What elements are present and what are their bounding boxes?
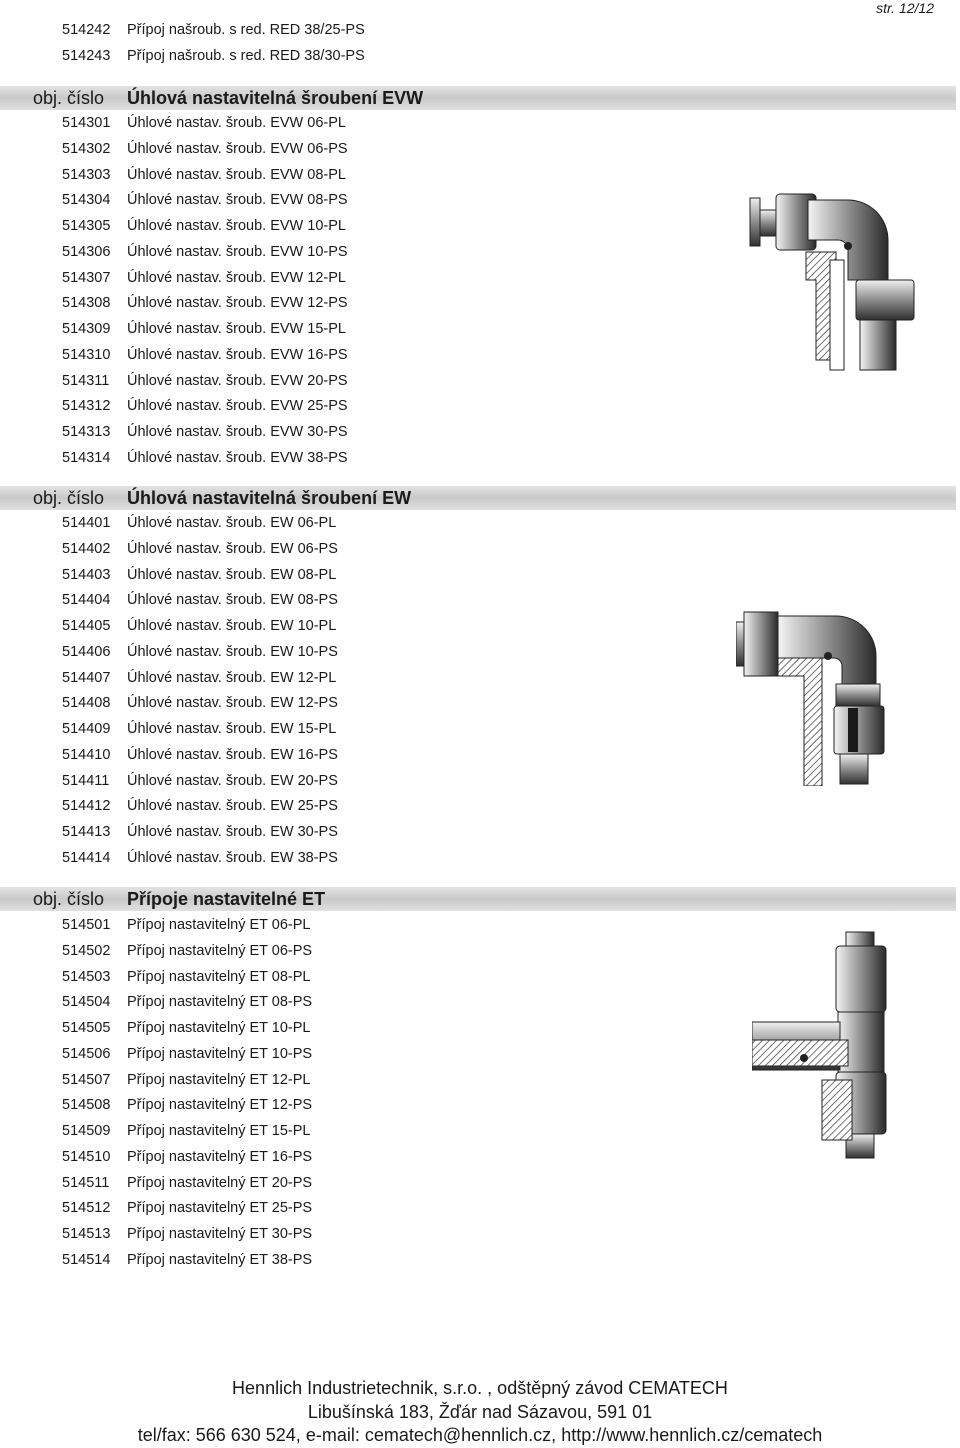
list-item — [0, 537, 960, 563]
item-code: 514504 — [62, 994, 111, 1011]
list-item — [0, 820, 960, 846]
item-name: Přípoj nastavitelný ET 08-PL — [127, 968, 311, 985]
item-code: 514402 — [62, 540, 111, 557]
item-name: Úhlové nastav. šroub. EVW 08-PL — [127, 166, 346, 183]
item-code: 514312 — [62, 398, 111, 415]
item-name: Úhlové nastav. šroub. EW 15-PL — [127, 721, 337, 737]
item-code: 514505 — [62, 1020, 111, 1036]
item-name: Úhlové nastav. šroub. EVW 20-PS — [127, 372, 348, 389]
list-item — [0, 111, 960, 137]
footer — [0, 1377, 960, 1448]
item-code: 514308 — [62, 295, 111, 312]
item-code: 514503 — [62, 968, 111, 985]
item-name: Přípoj nastavitelný ET 08-PS — [127, 994, 313, 1011]
item-name: Přípoj nastavitelný ET 06-PL — [127, 917, 311, 933]
item-name: Přípoj nastavitelný ET 10-PS — [127, 1045, 313, 1062]
item-code: 514311 — [62, 372, 110, 389]
item-name: Úhlové nastav. šroub. EW 10-PS — [127, 643, 338, 660]
section-title: Přípoje nastavitelné ET — [127, 889, 326, 909]
item-code: 514508 — [62, 1097, 111, 1114]
order-number-label: obj. číslo — [33, 88, 105, 108]
item-code: 514510 — [62, 1148, 111, 1165]
item-name: Úhlové nastav. šroub. EW 12-PS — [127, 695, 338, 712]
item-name: Přípoj nastavitelný ET 20-PS — [127, 1174, 313, 1191]
item-code: 514304 — [62, 192, 111, 209]
order-number-label: obj. číslo — [33, 889, 105, 909]
item-code: 514306 — [62, 243, 111, 260]
item-name: Úhlové nastav. šroub. EW 25-PS — [127, 798, 338, 815]
item-name: Úhlové nastav. šroub. EW 20-PS — [127, 772, 338, 789]
item-code: 514405 — [62, 618, 111, 634]
item-code: 514408 — [62, 695, 111, 712]
item-code: 514313 — [62, 424, 111, 440]
list-item — [0, 794, 960, 820]
item-code: 514509 — [62, 1123, 111, 1139]
page-number: str. 12/12 — [876, 0, 934, 16]
list-item — [0, 44, 960, 70]
item-code: 514302 — [62, 140, 111, 157]
item-code: 514413 — [62, 824, 111, 840]
item-name: Přípoj nastavitelný ET 16-PS — [127, 1148, 313, 1165]
item-code: 514305 — [62, 218, 111, 234]
item-name: Přípoj nastavitelný ET 10-PL — [127, 1020, 311, 1036]
angle-fitting-evw-icon — [748, 190, 928, 380]
item-name: Úhlové nastav. šroub. EW 30-PS — [127, 824, 338, 840]
item-name: Přípoj našroub. s red. RED 38/30-PS — [127, 47, 365, 64]
item-code: 514501 — [62, 917, 111, 933]
list-item — [0, 1196, 960, 1222]
item-code: 514407 — [62, 669, 111, 686]
item-name: Úhlové nastav. šroub. EW 38-PS — [127, 849, 338, 866]
list-item — [0, 1248, 960, 1274]
item-name: Úhlové nastav. šroub. EW 08-PL — [127, 566, 337, 583]
item-name: Úhlové nastav. šroub. EVW 15-PL — [127, 321, 346, 337]
item-name: Úhlové nastav. šroub. EVW 10-PL — [127, 218, 346, 234]
item-name: Úhlové nastav. šroub. EW 06-PS — [127, 540, 338, 557]
list-item — [0, 1222, 960, 1248]
top-item-list — [0, 18, 960, 70]
item-name: Přípoj nastavitelný ET 12-PL — [127, 1071, 311, 1088]
list-item — [0, 446, 960, 472]
item-name: Úhlové nastav. šroub. EW 12-PL — [127, 669, 337, 686]
item-code: 514404 — [62, 592, 111, 609]
item-code: 514506 — [62, 1045, 111, 1062]
item-code: 514511 — [62, 1174, 110, 1191]
section-header-ew — [0, 486, 956, 510]
tee-fitting-et-icon — [752, 930, 902, 1160]
item-code: 514512 — [62, 1200, 111, 1217]
item-name: Úhlové nastav. šroub. EW 08-PS — [127, 592, 338, 609]
item-code: 514310 — [62, 346, 111, 363]
list-item — [0, 163, 960, 189]
list-item — [0, 137, 960, 163]
angle-fitting-ew-icon — [736, 608, 886, 786]
list-item — [0, 420, 960, 446]
item-name: Úhlové nastav. šroub. EVW 25-PS — [127, 398, 348, 415]
order-number-label: obj. číslo — [33, 488, 105, 508]
footer-address: Libušínská 183, Žďár nad Sázavou, 591 01 — [307, 1401, 653, 1422]
item-code: 514507 — [62, 1071, 111, 1088]
list-item — [0, 846, 960, 872]
item-code: 514403 — [62, 566, 111, 583]
item-code: 514513 — [62, 1226, 111, 1242]
item-name: Úhlové nastav. šroub. EVW 12-PL — [127, 269, 346, 286]
list-item — [0, 511, 960, 537]
item-code: 514411 — [62, 772, 110, 789]
section-title: Úhlová nastavitelná šroubení EW — [127, 488, 412, 508]
item-name: Přípoj nastavitelný ET 15-PL — [127, 1123, 311, 1139]
item-name: Úhlové nastav. šroub. EVW 16-PS — [127, 346, 348, 363]
section-header-evw — [0, 86, 956, 110]
list-item — [0, 18, 960, 44]
item-code: 514409 — [62, 721, 111, 737]
item-name: Úhlové nastav. šroub. EVW 08-PS — [127, 192, 348, 209]
item-code: 514514 — [62, 1251, 111, 1268]
item-name: Úhlové nastav. šroub. EVW 38-PS — [127, 449, 348, 466]
item-code: 514301 — [62, 115, 111, 131]
item-name: Úhlové nastav. šroub. EVW 30-PS — [127, 424, 348, 440]
section-title: Úhlová nastavitelná šroubení EVW — [127, 88, 424, 108]
item-code: 514309 — [62, 321, 111, 337]
item-code: 514307 — [62, 269, 111, 286]
section-header-et — [0, 887, 956, 911]
item-name: Přípoj nastavitelný ET 25-PS — [127, 1200, 313, 1217]
item-name: Přípoj nastavitelný ET 30-PS — [127, 1226, 313, 1242]
item-name: Úhlové nastav. šroub. EW 10-PL — [127, 618, 337, 634]
item-name: Úhlové nastav. šroub. EVW 06-PS — [127, 140, 348, 157]
item-name: Úhlové nastav. šroub. EVW 10-PS — [127, 243, 348, 260]
item-code: 514414 — [62, 849, 111, 866]
item-code: 514401 — [62, 515, 111, 531]
item-code: 514243 — [62, 47, 111, 64]
item-code: 514406 — [62, 643, 111, 660]
item-code: 514410 — [62, 746, 111, 763]
footer-contact: tel/fax: 566 630 524, e-mail: cematech@hennlich.cz, http://www.hennlich.cz/cematech — [137, 1425, 823, 1445]
item-name: Úhlové nastav. šroub. EVW 06-PL — [127, 115, 346, 131]
item-code: 514412 — [62, 798, 111, 815]
item-name: Přípoj nastavitelný ET 38-PS — [127, 1251, 313, 1268]
item-name: Úhlové nastav. šroub. EVW 12-PS — [127, 295, 348, 312]
item-code: 514314 — [62, 449, 111, 466]
list-item — [0, 394, 960, 420]
item-name: Přípoj nastavitelný ET 12-PS — [127, 1097, 313, 1114]
item-code: 514303 — [62, 166, 111, 183]
list-item — [0, 1171, 960, 1197]
item-code: 514242 — [62, 22, 111, 38]
item-name: Úhlové nastav. šroub. EW 06-PL — [127, 515, 337, 531]
footer-company: Hennlich Industrietechnik, s.r.o. , odštěpný závod CEMATECH — [232, 1378, 728, 1398]
item-code: 514502 — [62, 942, 111, 959]
list-item — [0, 563, 960, 589]
item-name: Přípoj nastavitelný ET 06-PS — [127, 942, 313, 959]
item-name: Úhlové nastav. šroub. EW 16-PS — [127, 746, 338, 763]
item-name: Přípoj našroub. s red. RED 38/25-PS — [127, 22, 365, 38]
